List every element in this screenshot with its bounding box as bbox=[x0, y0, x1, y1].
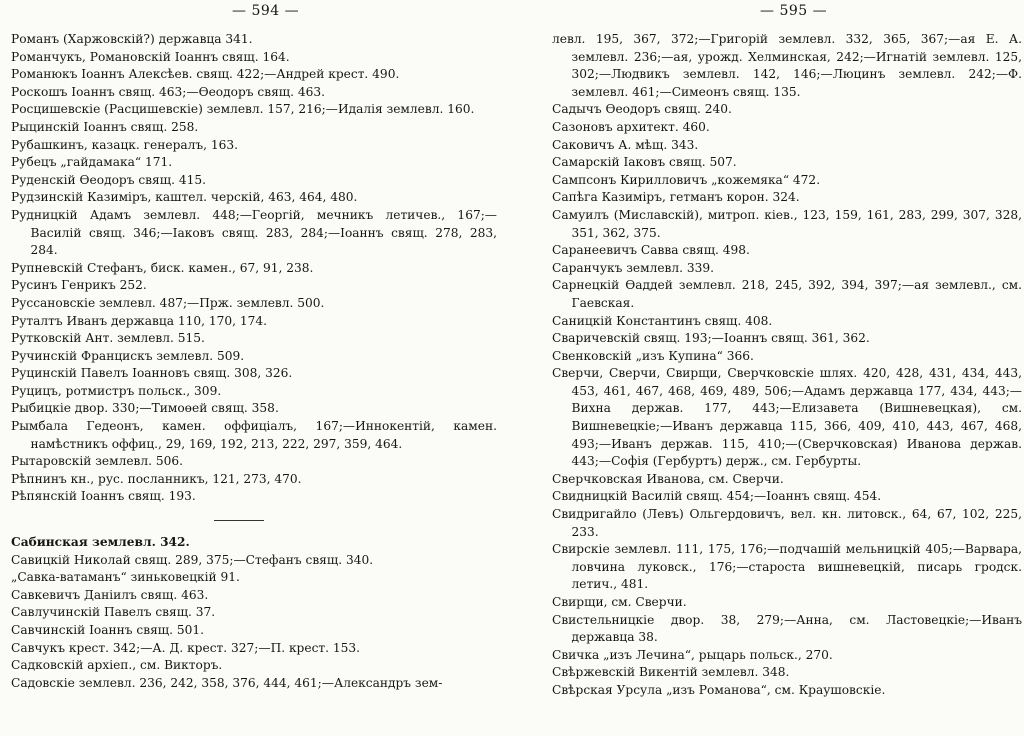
index-entry: Рѣпянскій Іоаннъ свящ. 193. bbox=[11, 489, 196, 504]
index-entry: левл. 195, 367, 372;—Григорій землевл. 332, 365, 367;—ая Е. А. землевл. 236;—ая, урожд. Хелминская, 242;—Игнатій землевл. 125, 302;—Людвикъ землевл. 142, 146;—Люцинъ землевл. 242;—Ф. землевл. 461;—Симеонъ свящ. 135. bbox=[552, 32, 1022, 99]
index-entry: Руденскій Өеодоръ свящ. 415. bbox=[11, 172, 206, 187]
index-entry: „Савка-ватаманъ“ зиньковецкій 91. bbox=[11, 570, 240, 585]
index-entry: Романъ (Харжовскій?) державца 341. bbox=[11, 32, 253, 46]
index-entry: Свичка „изъ Лечина“, рыцарь польск., 270. bbox=[552, 647, 833, 662]
index-entry: Саранеевичъ Савва свящ. 498. bbox=[552, 243, 750, 258]
index-entry: Свирскіе землевл. 111, 175, 176;—подчашій мельницкій 405;—Варвара, ловчина луковск., 176;—староста вишневецкій, писарь гродск. летич., 481. bbox=[552, 542, 1022, 592]
page-number: — 595 — bbox=[760, 3, 828, 19]
index-entry: Рымбала Гедеонъ, камен. оффиціалъ, 167;—Иннокентій, камен. намѣстникъ оффиц., 29, 169, 192, 213, 222, 297, 359, 464. bbox=[11, 419, 497, 451]
index-column bbox=[552, 31, 1022, 700]
section-divider bbox=[214, 520, 264, 521]
index-entry: Самарскій Іаковъ свящ. 507. bbox=[552, 155, 737, 170]
index-entry: Руцицъ, ротмистръ польск., 309. bbox=[11, 383, 222, 398]
index-entry: Савкевичъ Даніилъ свящ. 463. bbox=[11, 587, 209, 602]
index-entry: Савчинскій Іоаннъ свящ. 501. bbox=[11, 623, 204, 637]
index-entry: Ручинскій Францискъ землевл. 509. bbox=[11, 348, 245, 363]
index-entry: Рудницкій Адамъ землевл. 448;—Георгій, мечникъ летичев., 167;—Василій свящ. 346;—Іаковъ свящ. 283, 284;—Іоаннъ свящ. 278, 283, 284. bbox=[11, 207, 497, 258]
index-entry: Свенковскій „изъ Купина“ 366. bbox=[552, 348, 754, 363]
index-entry: Рутковскій Ант. землевл. 515. bbox=[11, 331, 205, 346]
index-entry: Савлучинскій Павелъ свящ. 37. bbox=[11, 605, 216, 620]
index-entry: Савицкій Николай свящ. 289, 375;—Стефанъ свящ. 340. bbox=[11, 552, 374, 567]
index-entry: Руталтъ Иванъ державца 110, 170, 174. bbox=[11, 313, 267, 328]
index-entry: Рытаровскій землевл. 506. bbox=[11, 454, 184, 469]
index-entry: Савчукъ крест. 342;—А. Д. крест. 327;—П. крест. 153. bbox=[11, 640, 361, 655]
index-entry: Свѣржевскій Викентій землевл. 348. bbox=[552, 665, 790, 680]
index-entry: Романюкъ Іоаннъ Алексѣев. свящ. 422;—Андрей крест. 490. bbox=[11, 67, 400, 82]
index-entry: Росцишевскіе (Расцишевскіе) землевл. 157, 216;—Идалія землевл. 160. bbox=[11, 102, 475, 117]
index-entry: Сверчи, Сверчи, Свирщи, Сверчковскіе шлях. 420, 428, 431, 434, 443, 453, 461, 467, 468, 469, 489, 506;—Адамъ державца 177, 434, 443;—Вихна держав. 177, 443;—Елизавета (Вишневецкая), см. Вишневецкіе;—Иванъ державца 115, 366, 409, 410, 443, 467, 468, 493;—Иванъ держав. 115, 410;—(Сверчковская) Иванова держав. 443;—Софія (Гербуртъ) держ., см. Гербурты. bbox=[552, 366, 1022, 469]
index-entry: Рубашкинъ, казацк. генералъ, 163. bbox=[11, 137, 239, 152]
index-entry: Сарнецкій Өаддей землевл. 218, 245, 392, 394, 397;—ая землевл., см. Гаевская. bbox=[552, 278, 1022, 310]
index-entry: Сабинская землевл. 342. bbox=[11, 535, 190, 550]
index-entry: Саковичъ А. мѣщ. 343. bbox=[552, 137, 699, 152]
index-entry: Свистельницкіе двор. 38, 279;—Анна, см. Ластовецкіе;—Иванъ державца 38. bbox=[552, 612, 1022, 645]
index-entry: Сверчковская Иванова, см. Сверчи. bbox=[552, 471, 784, 486]
index-entry: Руссановскіе землевл. 487;—Прж. землевл. 500. bbox=[11, 295, 325, 310]
index-entry: Рудзинскій Казиміръ, каштел. черскій, 463, 464, 480. bbox=[11, 190, 358, 205]
index-entry: Сазоновъ архитект. 460. bbox=[552, 119, 710, 134]
index-entry: Руцинскій Павелъ Іоанновъ свящ. 308, 326. bbox=[11, 366, 293, 381]
index-entry: Садковскій архіеп., см. Викторъ. bbox=[11, 658, 223, 673]
index-entry: Свирщи, см. Сверчи. bbox=[552, 595, 687, 609]
index-entry: Садычъ Өеодоръ свящ. 240. bbox=[552, 102, 732, 117]
index-entry: Сваричевскій свящ. 193;—Іоаннъ свящ. 361, 362. bbox=[552, 331, 870, 346]
index-entry: Садовскіе землевл. 236, 242, 358, 376, 444, 461;—Александръ зем- bbox=[11, 675, 443, 690]
index-entry: Свидницкій Василій свящ. 454;—Іоаннъ свящ. 454. bbox=[552, 489, 882, 504]
index-entry: Рыцинскій Іоаннъ свящ. 258. bbox=[11, 119, 199, 134]
index-entry: Роскошъ Іоаннъ свящ. 463;—Өеодоръ свящ. 463. bbox=[11, 84, 325, 99]
index-entry: Саранчукъ землевл. 339. bbox=[552, 260, 715, 275]
index-column bbox=[11, 31, 497, 692]
index-entry: Рупневскій Стефанъ, биск. камен., 67, 91, 238. bbox=[11, 260, 314, 275]
index-entry: Свѣрская Урсула „изъ Романова“, см. Краушовскіе. bbox=[552, 682, 886, 697]
index-entry: Сампсонъ Кирилловичъ „кожемяка“ 472. bbox=[552, 172, 821, 187]
index-entry: Русинъ Генрикъ 252. bbox=[11, 278, 147, 293]
index-entry: Сапѣга Казиміръ, гетманъ корон. 324. bbox=[552, 190, 800, 205]
index-entry: Свидригайло (Левъ) Ольгердовичъ, вел. кн. литовск., 64, 67, 102, 225, 233. bbox=[552, 507, 1022, 539]
index-entry: Рѣпнинъ кн., рус. посланникъ, 121, 273, 470. bbox=[11, 471, 302, 486]
index-entry: Рыбицкіе двор. 330;—Тимоөей свящ. 358. bbox=[11, 401, 279, 416]
page-number: — 594 — bbox=[232, 3, 300, 19]
index-entry: Саницкій Константинъ свящ. 408. bbox=[552, 313, 773, 328]
index-entry: Самуилъ (Миславскій), митроп. кіев., 123, 159, 161, 283, 299, 307, 328, 351, 362, 375. bbox=[552, 207, 1022, 240]
index-entry: Рубецъ „гайдамака“ 171. bbox=[11, 155, 173, 170]
right-page bbox=[532, 0, 1024, 736]
index-entry: Романчукъ, Романовскій Іоаннъ свящ. 164. bbox=[11, 49, 290, 64]
